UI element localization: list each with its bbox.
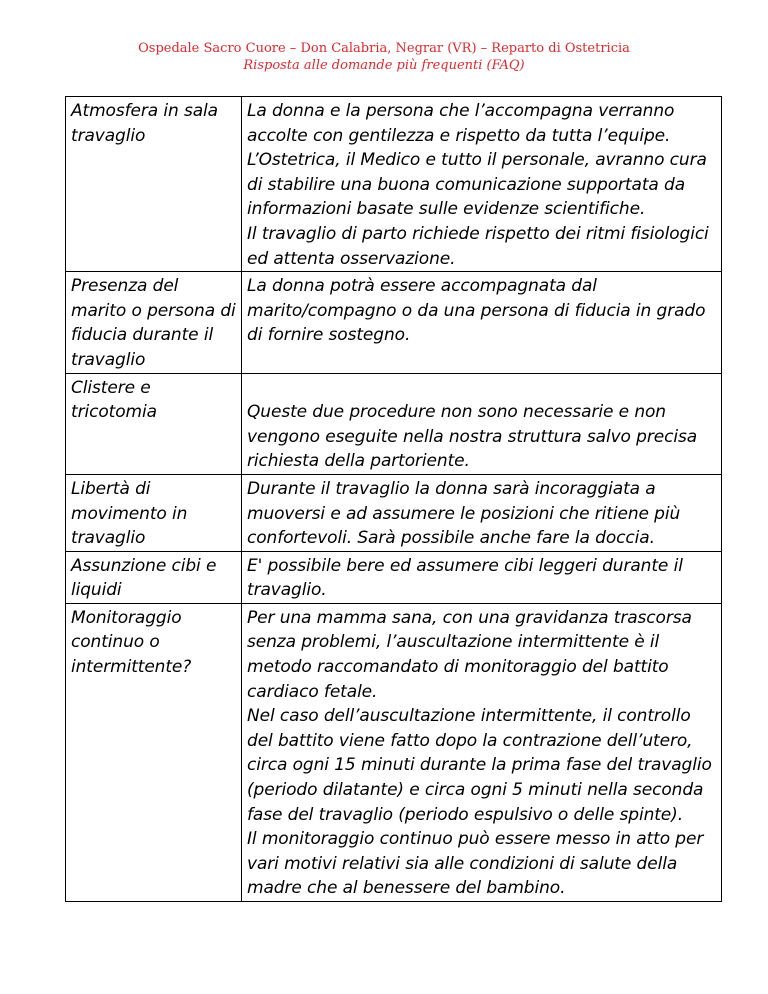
faq-question: Clistere e tricotomia	[66, 373, 242, 474]
faq-table	[65, 96, 722, 902]
page-header	[0, 40, 768, 74]
answer-paragraph: Queste due procedure non sono necessarie e non vengono eseguite nella nostra struttura salvo precisa richiesta della partoriente.	[247, 402, 698, 472]
answer-paragraph: L’Ostetrica, il Medico e tutto il personale, avranno cura di stabilire una buona comunicazione supportata da informazioni basate sulle evidenze scientifiche.	[247, 150, 707, 220]
faq-row-monitoraggio	[66, 603, 722, 901]
faq-answer	[242, 474, 722, 551]
answer-paragraph: La donna e la persona che l’accompagna verranno accolte con gentilezza e rispetto da tutta l’equipe.	[247, 101, 675, 146]
answer-paragraph: Per una mamma sana, con una gravidanza trascorsa senza problemi, l’auscultazione intermittente è il metodo raccomandato di monitoraggio del battito cardiaco fetale.	[247, 607, 692, 702]
faq-question: Presenza del marito o persona di fiducia durante il travaglio	[66, 272, 242, 373]
faq-row-atmosfera	[66, 97, 722, 272]
faq-answer	[242, 373, 722, 474]
answer-paragraph: E' possibile bere ed assumere cibi leggeri durante il travaglio.	[247, 555, 683, 601]
answer-paragraph: Durante il travaglio la donna sarà incoraggiata a muoversi e ad assumere le posizioni che ritiene più confortevoli. Sarà possibile anche fare la doccia.	[247, 478, 681, 549]
faq-answer	[242, 603, 722, 901]
faq-answer	[242, 551, 722, 603]
answer-paragraph: Nel caso dell’auscultazione intermittente, il controllo del battito viene fatto dopo la contrazione dell’utero, circa ogni 15 minuti durante la prima fase del travaglio (periodo dilatante) e circa ogni 5 minuti nella seconda fase del travaglio (periodo espulsivo o delle spinte).	[247, 706, 712, 825]
header-title: Ospedale Sacro Cuore – Don Calabria, Negrar (VR) – Reparto di Ostetricia	[138, 41, 630, 56]
faq-answer	[242, 97, 722, 272]
faq-question: Libertà di movimento in travaglio	[66, 474, 242, 551]
faq-row-cibi	[66, 551, 722, 603]
faq-answer	[242, 272, 722, 373]
faq-question: Monitoraggio continuo o intermittente?	[66, 603, 242, 901]
faq-row-movimento	[66, 474, 722, 551]
faq-row-presenza	[66, 272, 722, 373]
header-subtitle: Risposta alle domande più frequenti (FAQ)	[243, 58, 525, 73]
answer-paragraph: Il monitoraggio continuo può essere messo in atto per vari motivi relativi sia alle condizioni di salute della madre che al benessere del bambino.	[247, 829, 704, 899]
faq-question: Atmosfera in sala travaglio	[66, 97, 242, 272]
faq-question: Assunzione cibi e liquidi	[66, 551, 242, 603]
answer-paragraph: La donna potrà essere accompagnata dal marito/compagno o da una persona di fiducia in grado di fornire sostegno.	[247, 276, 706, 346]
answer-paragraph: Il travaglio di parto richiede rispetto dei ritmi fisiologici ed attenta osservazione.	[247, 223, 709, 269]
faq-row-clistere	[66, 373, 722, 474]
